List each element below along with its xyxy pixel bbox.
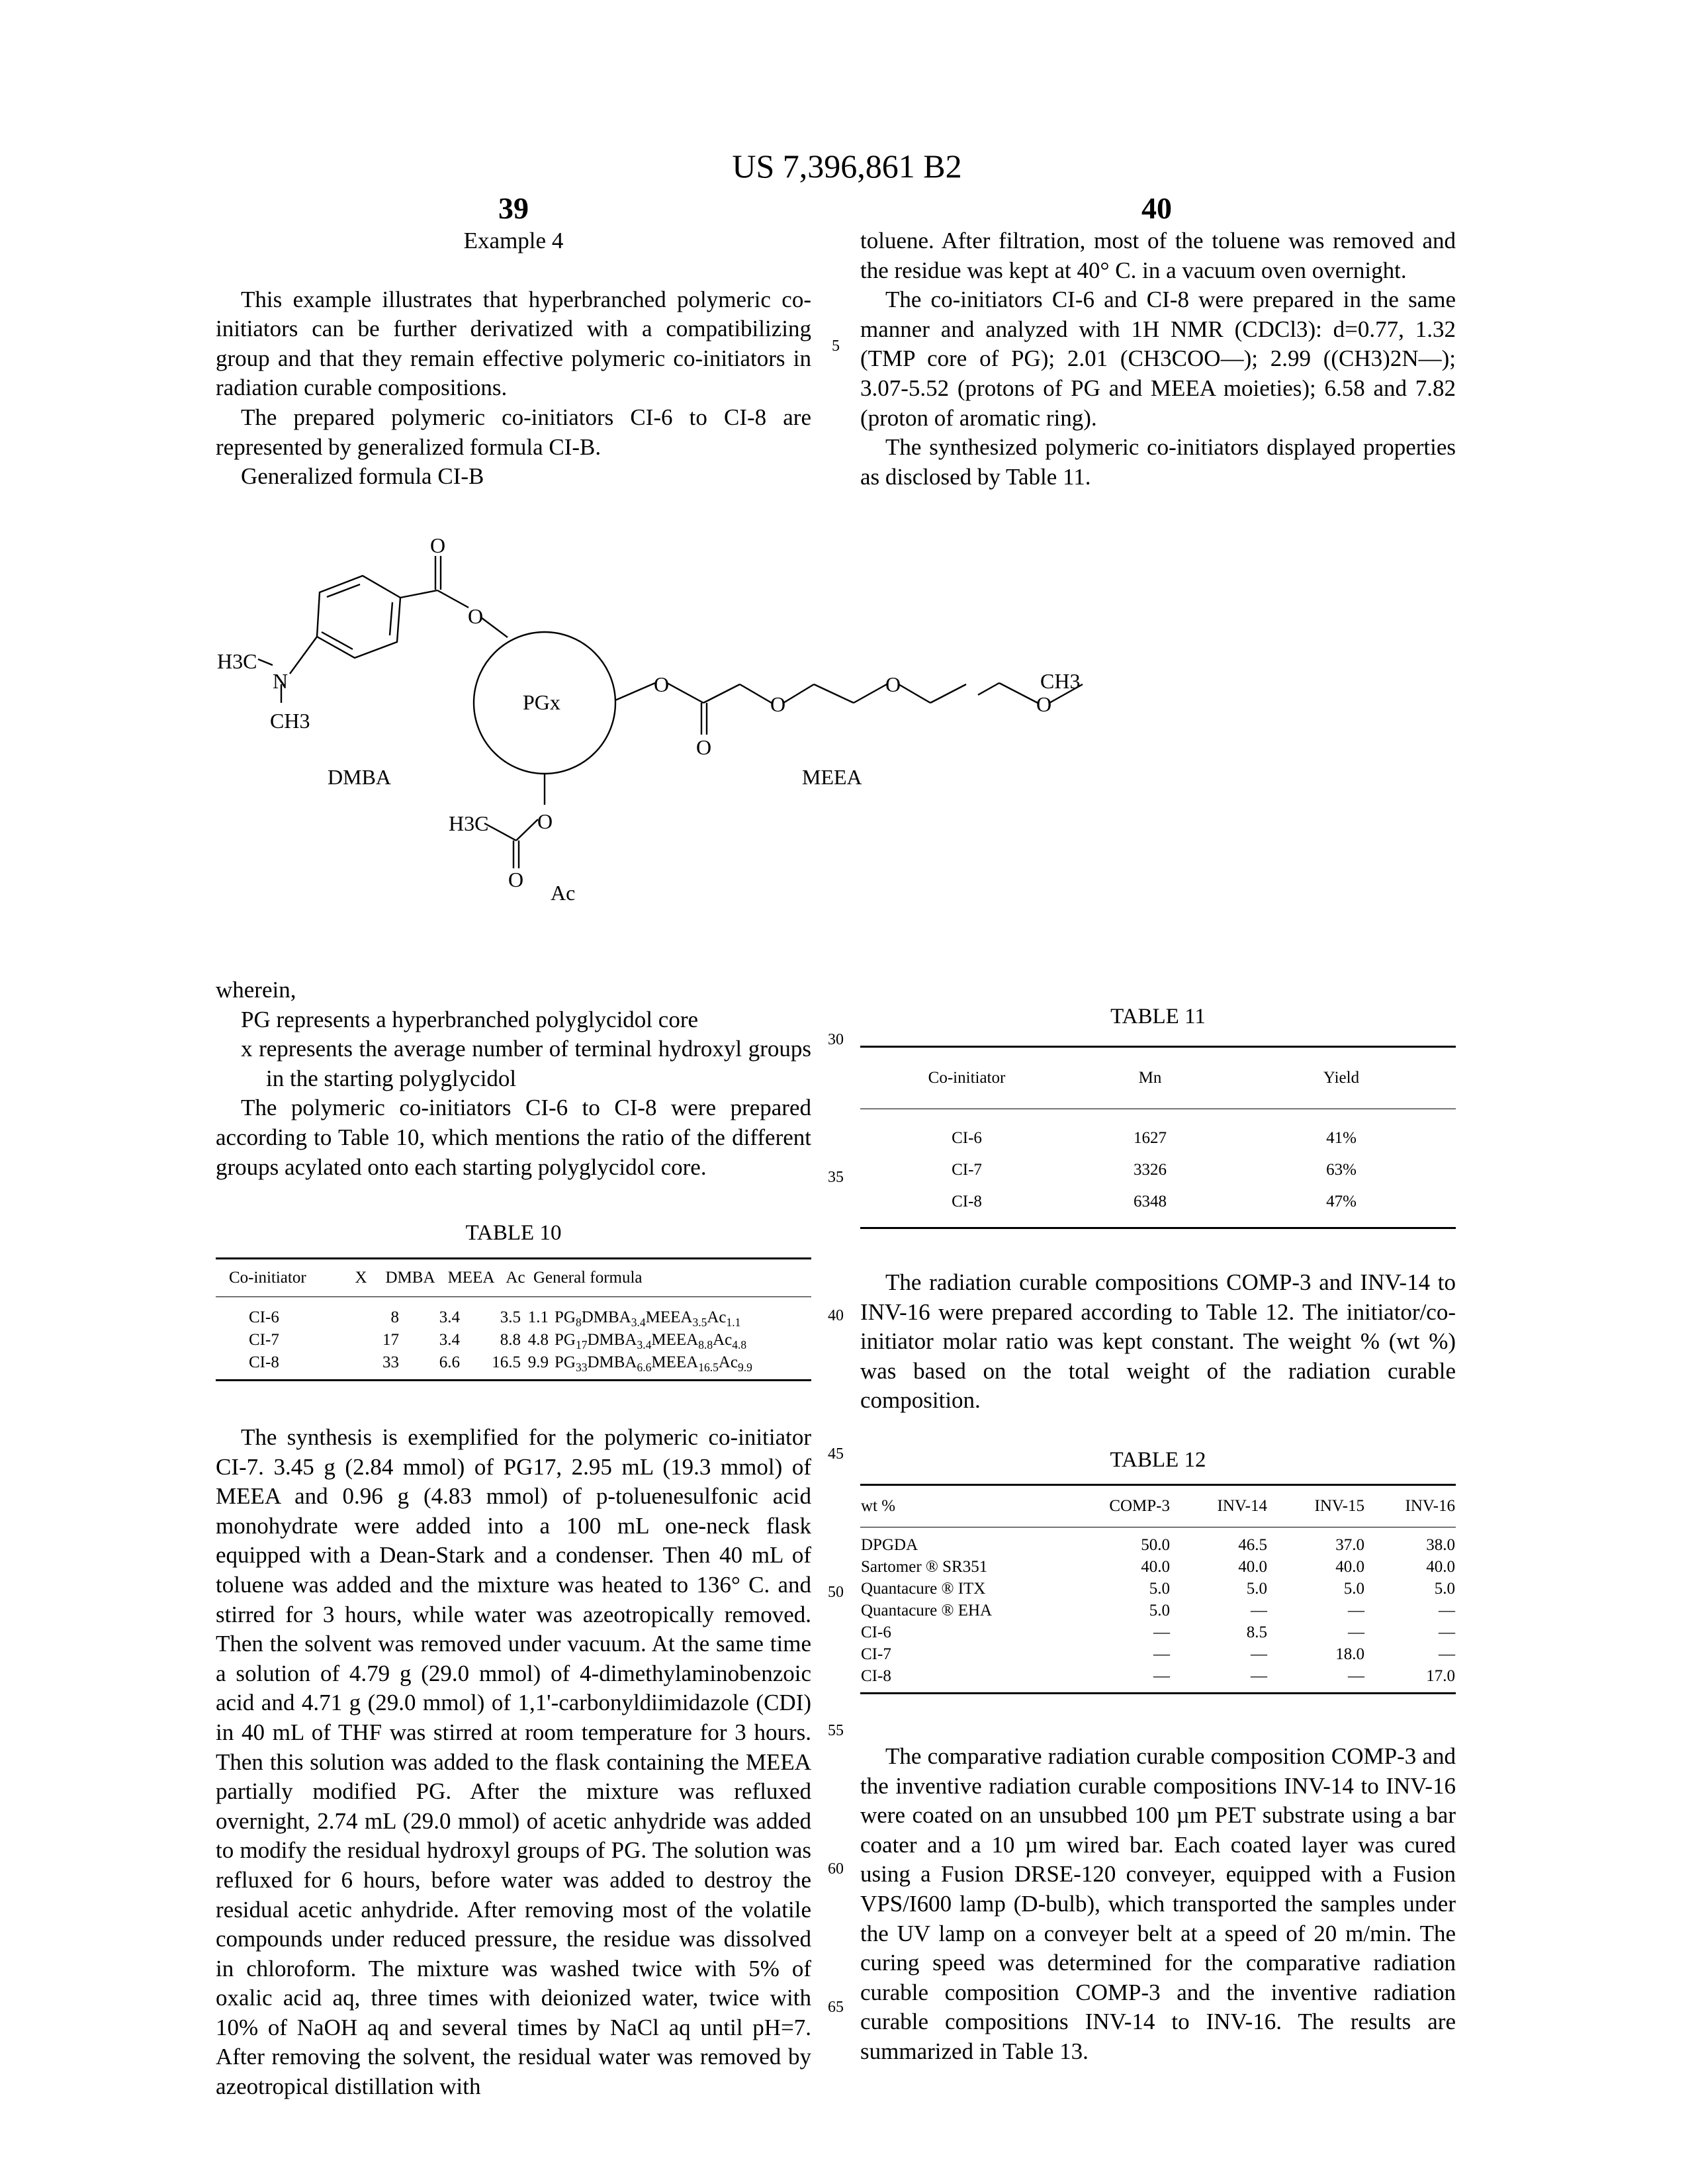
atom-label: CH3 [1040,669,1080,693]
table-cell: 5.0 [1073,1600,1171,1621]
paragraph: toluene. After filtration, most of the toluene was removed and the residue was kept at 40° C. in a vacuum oven overnight. [860,226,1456,285]
group-label: Ac [551,881,575,905]
table10-grid [216,1259,811,1297]
table-row [860,1556,1456,1578]
example-heading: Example 4 [216,226,811,256]
table-cell: — [1073,1665,1171,1687]
table-cell: PG8DMBA3.4MEEA3.5Ac1.1 [549,1306,811,1329]
table-cell: 4.8 [521,1329,549,1351]
core-label: PGx [523,690,560,714]
group-label: DMBA [328,765,391,789]
table-cell: 3.4 [400,1306,461,1329]
atom-label: O [508,868,523,891]
table-row [860,1665,1456,1687]
structure-bonds [258,556,1083,868]
table-row [860,1534,1456,1556]
header-cell: Co-initiator [860,1048,1073,1109]
header-cell: Mn [1073,1048,1227,1109]
paragraph: This example illustrates that hyperbranched polymeric co-initiators can be further derivatized with a compatibilizing group and that they remain effective polymeric co-initiators in radiation curable compositions. [216,285,811,403]
paragraph: The prepared polymeric co-initiators CI-6 to CI-8 are represented by generalized formula CI-B. [216,403,811,462]
paragraph: wherein, [216,976,811,1005]
table-row [860,1600,1456,1621]
synthesis-paragraph: The synthesis is exemplified for the polymeric co-initiator CI-7. 3.45 g (2.84 mmol) of PG17, 2.95 mL (19.3 mmol) of MEEA and 0.96 g (4.83 mmol) of p-toluenesulfonic acid monohydrate were added into a 100 mL one-neck flask equipped with a Dean-Stark and a condenser. Then 40 mL of toluene was added and the mixture was heated to 136° C. and stirred for 3 hours, while water was azeotropically removed. Then the solvent was removed under vacuum. At the same time a solution of 4.79 g (29.0 mmol) of 4-dimethylaminobenzoic acid and 4.71 g (29.0 mmol) of 1,1'-carbonyldiimidazole (CDI) in 40 mL of THF was stirred at room temperature for 3 hours. Then this solution was added to the flask containing the MEEA partially modified PG. After the mixture was refluxed overnight, 2.74 mL (29.0 mmol) of acetic anhydride was added to modify the residual hydroxyl groups of PG. The solution was refluxed for 6 hours, before water was added to destroy the residual acetic anhydride. After removing most of the volatile compounds under reduced pressure, the residue was dissolved in chloroform. The mixture was washed twice with 5% of oxalic acid aq, three times with deionized water, twice with 10% of NaOH aq and several times by NaCl aq until pH=7. After removing the solvent, the residual water was removed by azeotropical distillation with [216,1423,811,2102]
atom-label: O [654,672,669,696]
table-cell: 16.5 [461,1351,521,1374]
paragraph: The polymeric co-initiators CI-6 to CI-8 were prepared according to Table 10, which mentions the ratio of the different groups acylated onto each starting polyglycidol core. [216,1093,811,1182]
header-cell: DMBA [380,1259,441,1297]
table-cell: CI-8 [860,1665,1073,1687]
table-cell: CI-7 [860,1154,1073,1186]
table-cell: 37.0 [1268,1534,1365,1556]
table-cell: 9.9 [521,1351,549,1374]
table-row [216,1306,811,1329]
table-row [860,1643,1456,1665]
table-cell: 17 [362,1329,400,1351]
atom-label: O [696,735,711,759]
table-row [860,1154,1456,1186]
header-cell: Yield [1227,1048,1456,1109]
line-number: 40 [816,1307,856,1325]
line-number: 55 [816,1722,856,1740]
line-number: 35 [816,1169,856,1187]
definition-pg: PG represents a hyperbranched polyglycidol core [216,1005,811,1035]
chemical-structure [199,529,1125,927]
nmr-text: The co-initiators CI-6 and CI-8 were prepared in the same manner and analyzed with 1H NMR (CDCl3): d=0.77, 1.32 (TMP core of PG); 2.01 (CH3COO—); 2.99 ((CH3)2N—); 3.07-5.52 (protons of PG and MEEA moieties); 6.58 and 7.82 (proton of aromatic ring). [860,287,1456,430]
table-cell: 8 [362,1306,400,1329]
table-cell: 6348 [1073,1186,1227,1218]
table12-body [860,1534,1456,1687]
table-rule [860,1692,1456,1694]
line-number: 65 [816,1999,856,2017]
paragraph: The radiation curable compositions COMP-3 and INV-14 to INV-16 were prepared according to Table 12. The initiator/co-initiator molar ratio was kept constant. The weight % (wt %) was based on the total weight of the radiation curable composition. [860,1268,1456,1416]
table-cell: 3.5 [461,1306,521,1329]
table-cell: 8.8 [461,1329,521,1351]
table-row [860,1122,1456,1154]
table-cell: 50.0 [1073,1534,1171,1556]
atom-label: O [770,692,785,716]
table-row [860,1186,1456,1218]
header-cell: General formula [529,1259,811,1297]
table11 [860,1046,1456,1229]
table-cell: PG33DMBA6.6MEEA16.5Ac9.9 [549,1351,811,1374]
table-cell: 47% [1227,1186,1456,1218]
table-cell: 46.5 [1171,1534,1268,1556]
patent-number: US 7,396,861 B2 [0,147,1694,185]
table11-grid [860,1048,1456,1109]
table-cell: — [1073,1643,1171,1665]
table11-body [860,1122,1456,1218]
table11-title: TABLE 11 [860,1005,1456,1029]
table-cell: — [1171,1665,1268,1687]
header-cell: INV-15 [1268,1486,1365,1527]
table-cell: — [1268,1621,1365,1643]
table-rule [216,1379,811,1381]
table-row [216,1329,811,1351]
atom-label: O [885,672,901,696]
table-cell: Quantacure ® EHA [860,1600,1073,1621]
table-row [860,1621,1456,1643]
header-cell: COMP-3 [1073,1486,1171,1527]
header-cell: Ac [502,1259,529,1297]
table-header-row [860,1486,1456,1527]
atom-label: CH3 [270,709,310,733]
formula-caption: Generalized formula CI-B [216,462,811,492]
atom-label: O [1036,692,1051,716]
table-row [860,1578,1456,1600]
table-cell: 40.0 [1268,1556,1365,1578]
table-cell: 18.0 [1268,1643,1365,1665]
table-cell: 40.0 [1073,1556,1171,1578]
group-label: MEEA [802,765,862,789]
line-number: 60 [816,1860,856,1878]
right-page-number: 40 [1091,191,1223,226]
right-column-bottom [860,1742,1456,2067]
table-cell: 5.0 [1073,1578,1171,1600]
table-cell: 40.0 [1171,1556,1268,1578]
atom-label: O [430,533,445,557]
table10 [216,1257,811,1381]
right-column-middle [860,1268,1456,1416]
table-row [216,1351,811,1374]
table-cell: — [1365,1600,1456,1621]
right-column-top [860,226,1456,492]
table-cell: 38.0 [1365,1534,1456,1556]
table-rule [860,1227,1456,1229]
table-cell: — [1171,1643,1268,1665]
header-cell: wt % [860,1486,1073,1527]
table-cell: 1627 [1073,1122,1227,1154]
table-cell: DPGDA [860,1534,1073,1556]
table-cell: 5.0 [1365,1578,1456,1600]
table-cell: CI-6 [216,1306,362,1329]
table-cell: — [1365,1621,1456,1643]
table-cell: — [1073,1621,1171,1643]
table-cell: CI-7 [216,1329,362,1351]
table-cell: 1.1 [521,1306,549,1329]
table-cell: 33 [362,1351,400,1374]
table-cell: — [1268,1600,1365,1621]
line-number: 50 [816,1584,856,1602]
table-cell: 40.0 [1365,1556,1456,1578]
atom-label: N [273,669,288,693]
line-number: 45 [816,1445,856,1463]
table-cell: Quantacure ® ITX [860,1578,1073,1600]
table-cell: — [1365,1643,1456,1665]
left-column-top [216,226,811,492]
table-header-row [216,1259,811,1297]
nmr-paragraph [860,285,1456,433]
table-cell: 63% [1227,1154,1456,1186]
left-page-number: 39 [447,191,580,226]
left-column-middle [216,976,811,1182]
table-cell: 5.0 [1268,1578,1365,1600]
table-cell: 3.4 [400,1329,461,1351]
definition-x: x represents the average number of terminal hydroxyl groups in the starting polyglycidol [216,1034,811,1093]
table-cell: Sartomer ® SR351 [860,1556,1073,1578]
atom-label: H3C [217,649,257,673]
atom-label: O [537,809,553,833]
table-cell: — [1268,1665,1365,1687]
table-cell: 3326 [1073,1154,1227,1186]
atom-label: O [468,604,483,628]
header-cell: Co-initiator [216,1259,342,1297]
table-cell: — [1171,1600,1268,1621]
table-cell: CI-6 [860,1621,1073,1643]
left-column-bottom [216,1423,811,2102]
atom-label: H3C [449,811,488,835]
table-header-row [860,1048,1456,1109]
table12 [860,1484,1456,1694]
header-cell: X [342,1259,380,1297]
table-cell: 6.6 [400,1351,461,1374]
table-cell: 17.0 [1365,1665,1456,1687]
table-cell: PG17DMBA3.4MEEA8.8Ac4.8 [549,1329,811,1351]
paragraph: The comparative radiation curable composition COMP-3 and the inventive radiation curable compositions INV-14 to INV-16 were coated on an unsubbed 100 µm PET substrate using a bar coater and a 10 µm wired bar. Each coated layer was cured using a Fusion DRSE-120 conveyer, equipped with a Fusion VPS/I600 lamp (D-bulb), which transported the samples under the UV lamp on a conveyer belt at a speed of 20 m/min. The curing speed was determined for the comparative radiation curable composition COMP-3 and the inventive radiation curable compositions INV-14 to INV-16. The results are summarized in Table 13. [860,1742,1456,2067]
header-cell: MEEA [441,1259,502,1297]
table-cell: 5.0 [1171,1578,1268,1600]
table12-grid [860,1486,1456,1527]
header-cell: INV-16 [1365,1486,1456,1527]
table-cell: 41% [1227,1122,1456,1154]
table-cell: 8.5 [1171,1621,1268,1643]
table-cell: CI-6 [860,1122,1073,1154]
paragraph: The synthesized polymeric co-initiators displayed properties as disclosed by Table 11. [860,433,1456,492]
table12-title: TABLE 12 [860,1448,1456,1473]
table-cell: CI-8 [216,1351,362,1374]
table-cell: CI-7 [860,1643,1073,1665]
table10-title: TABLE 10 [216,1221,811,1246]
header-cell: INV-14 [1171,1486,1268,1527]
table-cell: CI-8 [860,1186,1073,1218]
line-number: 30 [816,1031,856,1049]
line-number: 5 [816,338,856,355]
table10-body [216,1306,811,1374]
